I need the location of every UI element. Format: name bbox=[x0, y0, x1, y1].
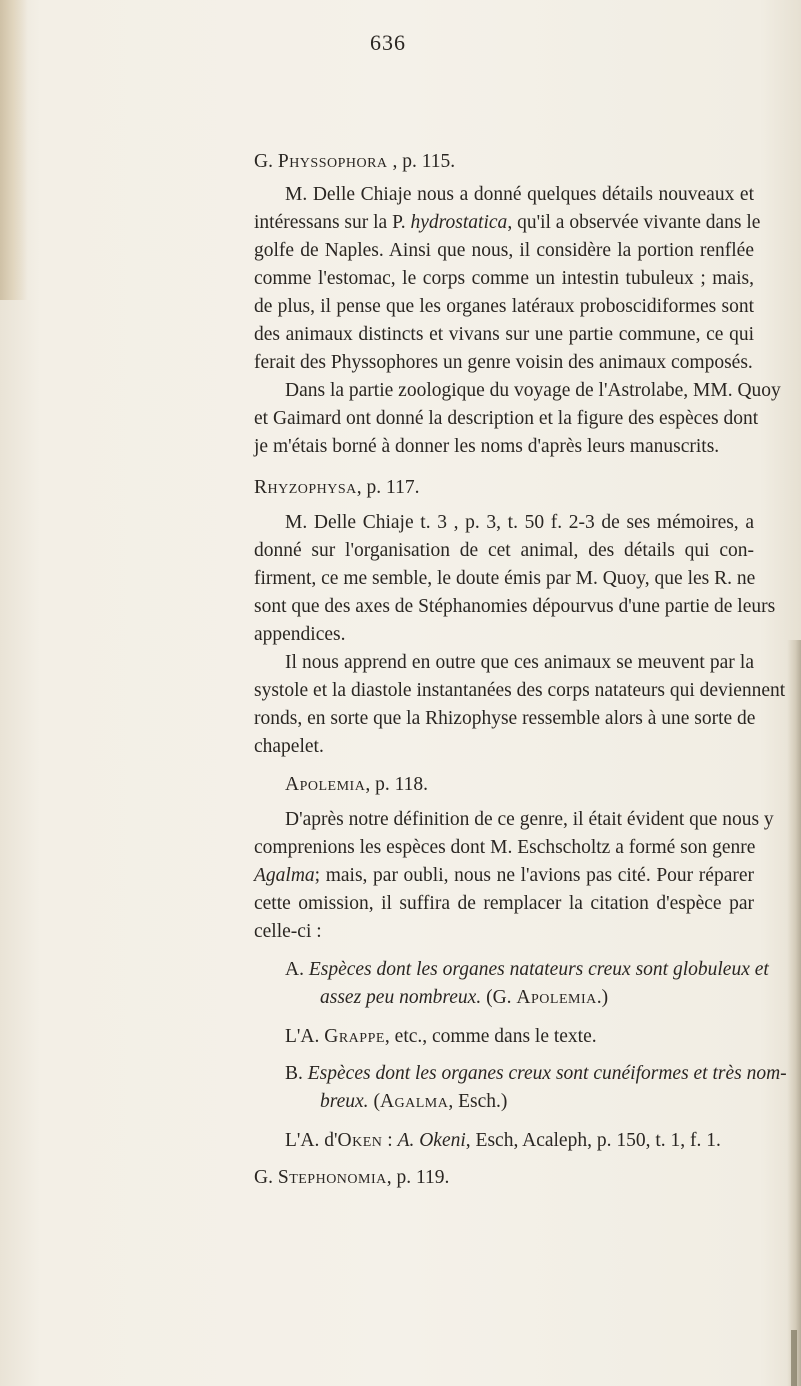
text-run: intéressans sur la P. bbox=[254, 212, 411, 233]
text-run: Rhyzophysa bbox=[254, 477, 357, 498]
text-line bbox=[254, 539, 754, 563]
text-line bbox=[254, 707, 754, 731]
text-line bbox=[285, 1129, 721, 1153]
text-run: systole et la diastole instantanées des corps natateurs qui deviennent bbox=[254, 680, 786, 701]
text-line bbox=[254, 407, 759, 431]
text-run: L'A. d' bbox=[285, 1130, 338, 1151]
text-run: de plus, il pense que les organes latéraux proboscidiformes sont bbox=[254, 296, 754, 317]
text-line bbox=[285, 808, 774, 832]
text-line bbox=[254, 679, 786, 703]
paper-edge-left bbox=[0, 0, 28, 300]
text-run: Il nous apprend en outre que ces animaux se meuvent par la bbox=[285, 652, 754, 673]
text-line bbox=[285, 379, 781, 403]
text-run: hydrostatica bbox=[410, 212, 508, 233]
text-run: ( bbox=[368, 1091, 380, 1112]
text-run: comme l'estomac, le corps comme un intestin tubuleux ; mais, bbox=[254, 268, 754, 289]
text-line bbox=[285, 773, 428, 797]
text-run: A. bbox=[285, 959, 309, 980]
text-line bbox=[285, 1062, 787, 1086]
text-line bbox=[285, 1025, 597, 1049]
text-run: A. Okeni bbox=[397, 1130, 466, 1151]
text-line bbox=[254, 239, 754, 263]
text-run: breux. bbox=[320, 1091, 369, 1112]
text-run: : bbox=[382, 1130, 398, 1151]
text-run: , p. 115. bbox=[387, 151, 456, 172]
text-run: golfe de Naples. Ainsi que nous, il considère la portion renflée bbox=[254, 240, 754, 261]
text-line bbox=[254, 211, 761, 235]
text-run: Apolemia bbox=[516, 987, 597, 1008]
text-run: Agalma bbox=[379, 1091, 449, 1112]
text-line bbox=[254, 735, 324, 759]
text-run: G. bbox=[254, 151, 278, 172]
text-run: D'après notre définition de ce genre, il était évident que nous y bbox=[285, 809, 774, 830]
text-run: Agalma bbox=[254, 865, 315, 886]
text-run: G. bbox=[254, 1167, 278, 1188]
text-run: appendices. bbox=[254, 624, 346, 645]
text-run: firment, ce me semble, le doute émis par M. Quoy, que les R. ne bbox=[254, 568, 756, 589]
text-run: Apolemia bbox=[285, 774, 366, 795]
text-run: des animaux distincts et vivans sur une partie commune, ce qui bbox=[254, 324, 754, 345]
text-line bbox=[254, 623, 346, 647]
text-run: cette omission, il suffira de remplacer la citation d'espèce par bbox=[254, 893, 754, 914]
text-run: , Esch, Acaleph, p. 150, t. 1, f. 1. bbox=[465, 1130, 721, 1151]
text-run: Oken bbox=[337, 1130, 383, 1151]
text-run: comprenions les espèces dont M. Eschscholtz a formé son genre bbox=[254, 837, 756, 858]
text-run: ferait des Physsophores un genre voisin des animaux composés. bbox=[254, 352, 753, 373]
text-run: celle-ci : bbox=[254, 921, 322, 942]
text-run: M. Delle Chiaje t. 3 , p. 3, t. 50 f. 2-3 de ses mémoires, a bbox=[285, 512, 754, 533]
text-run: , etc., comme dans le texte. bbox=[384, 1026, 597, 1047]
text-line bbox=[254, 595, 776, 619]
text-line bbox=[254, 295, 754, 319]
text-line bbox=[285, 958, 769, 982]
text-run: , qu'il a observée vivante dans le bbox=[507, 212, 761, 233]
text-line bbox=[285, 651, 754, 675]
text-run: chapelet. bbox=[254, 736, 324, 757]
text-line bbox=[254, 1166, 449, 1190]
text-line bbox=[254, 323, 754, 347]
spine-mark bbox=[791, 1330, 797, 1386]
text-line bbox=[320, 986, 608, 1010]
text-run: Espèces dont les organes creux sont cunéiformes et très nom- bbox=[307, 1063, 787, 1084]
text-run: et Gaimard ont donné la description et la figure des espèces dont bbox=[254, 408, 759, 429]
text-run: , p. 118. bbox=[365, 774, 428, 795]
text-run: L'A. bbox=[285, 1026, 325, 1047]
text-line bbox=[285, 183, 754, 207]
text-line bbox=[320, 1090, 507, 1114]
text-line bbox=[254, 476, 419, 500]
text-run: je m'étais borné à donner les noms d'après leurs manuscrits. bbox=[254, 436, 720, 457]
text-line bbox=[285, 511, 754, 535]
text-line bbox=[254, 150, 455, 174]
text-run: Physsophora bbox=[277, 151, 388, 172]
text-run: Dans la partie zoologique du voyage de l'Astrolabe, MM. Quoy bbox=[285, 380, 781, 401]
text-line bbox=[254, 267, 754, 291]
text-line bbox=[254, 435, 719, 459]
text-line bbox=[254, 351, 753, 375]
text-run: assez peu nombreux. bbox=[320, 987, 482, 1008]
text-run: , p. 119. bbox=[386, 1167, 450, 1188]
text-run: , Esch.) bbox=[448, 1091, 508, 1112]
text-run: ronds, en sorte que la Rhizophyse ressemble alors à une sorte de bbox=[254, 708, 756, 729]
text-line bbox=[254, 892, 754, 916]
text-run: M. Delle Chiaje nous a donné quelques détails nouveaux et bbox=[285, 184, 754, 205]
text-run: Espèces dont les organes natateurs creux sont globuleux et bbox=[308, 959, 769, 980]
text-line bbox=[254, 864, 754, 888]
text-run: sont que des axes de Stéphanomies dépourvus d'une partie de leurs bbox=[254, 596, 776, 617]
text-run: Stephonomia bbox=[277, 1167, 387, 1188]
text-run: Grappe bbox=[324, 1026, 385, 1047]
text-line bbox=[254, 920, 322, 944]
paper-edge-right bbox=[787, 640, 801, 1386]
text-run: (G. bbox=[481, 987, 517, 1008]
text-run: B. bbox=[285, 1063, 308, 1084]
text-run: donné sur l'organisation de cet animal, des détails qui con- bbox=[254, 540, 754, 561]
text-run: ; mais, par oubli, nous ne l'avions pas cité. Pour réparer bbox=[314, 865, 754, 886]
page-number: 636 bbox=[370, 30, 406, 55]
text-run: .) bbox=[596, 987, 609, 1008]
text-line bbox=[254, 567, 754, 591]
text-run: , p. 117. bbox=[356, 477, 420, 498]
text-line bbox=[254, 836, 754, 860]
